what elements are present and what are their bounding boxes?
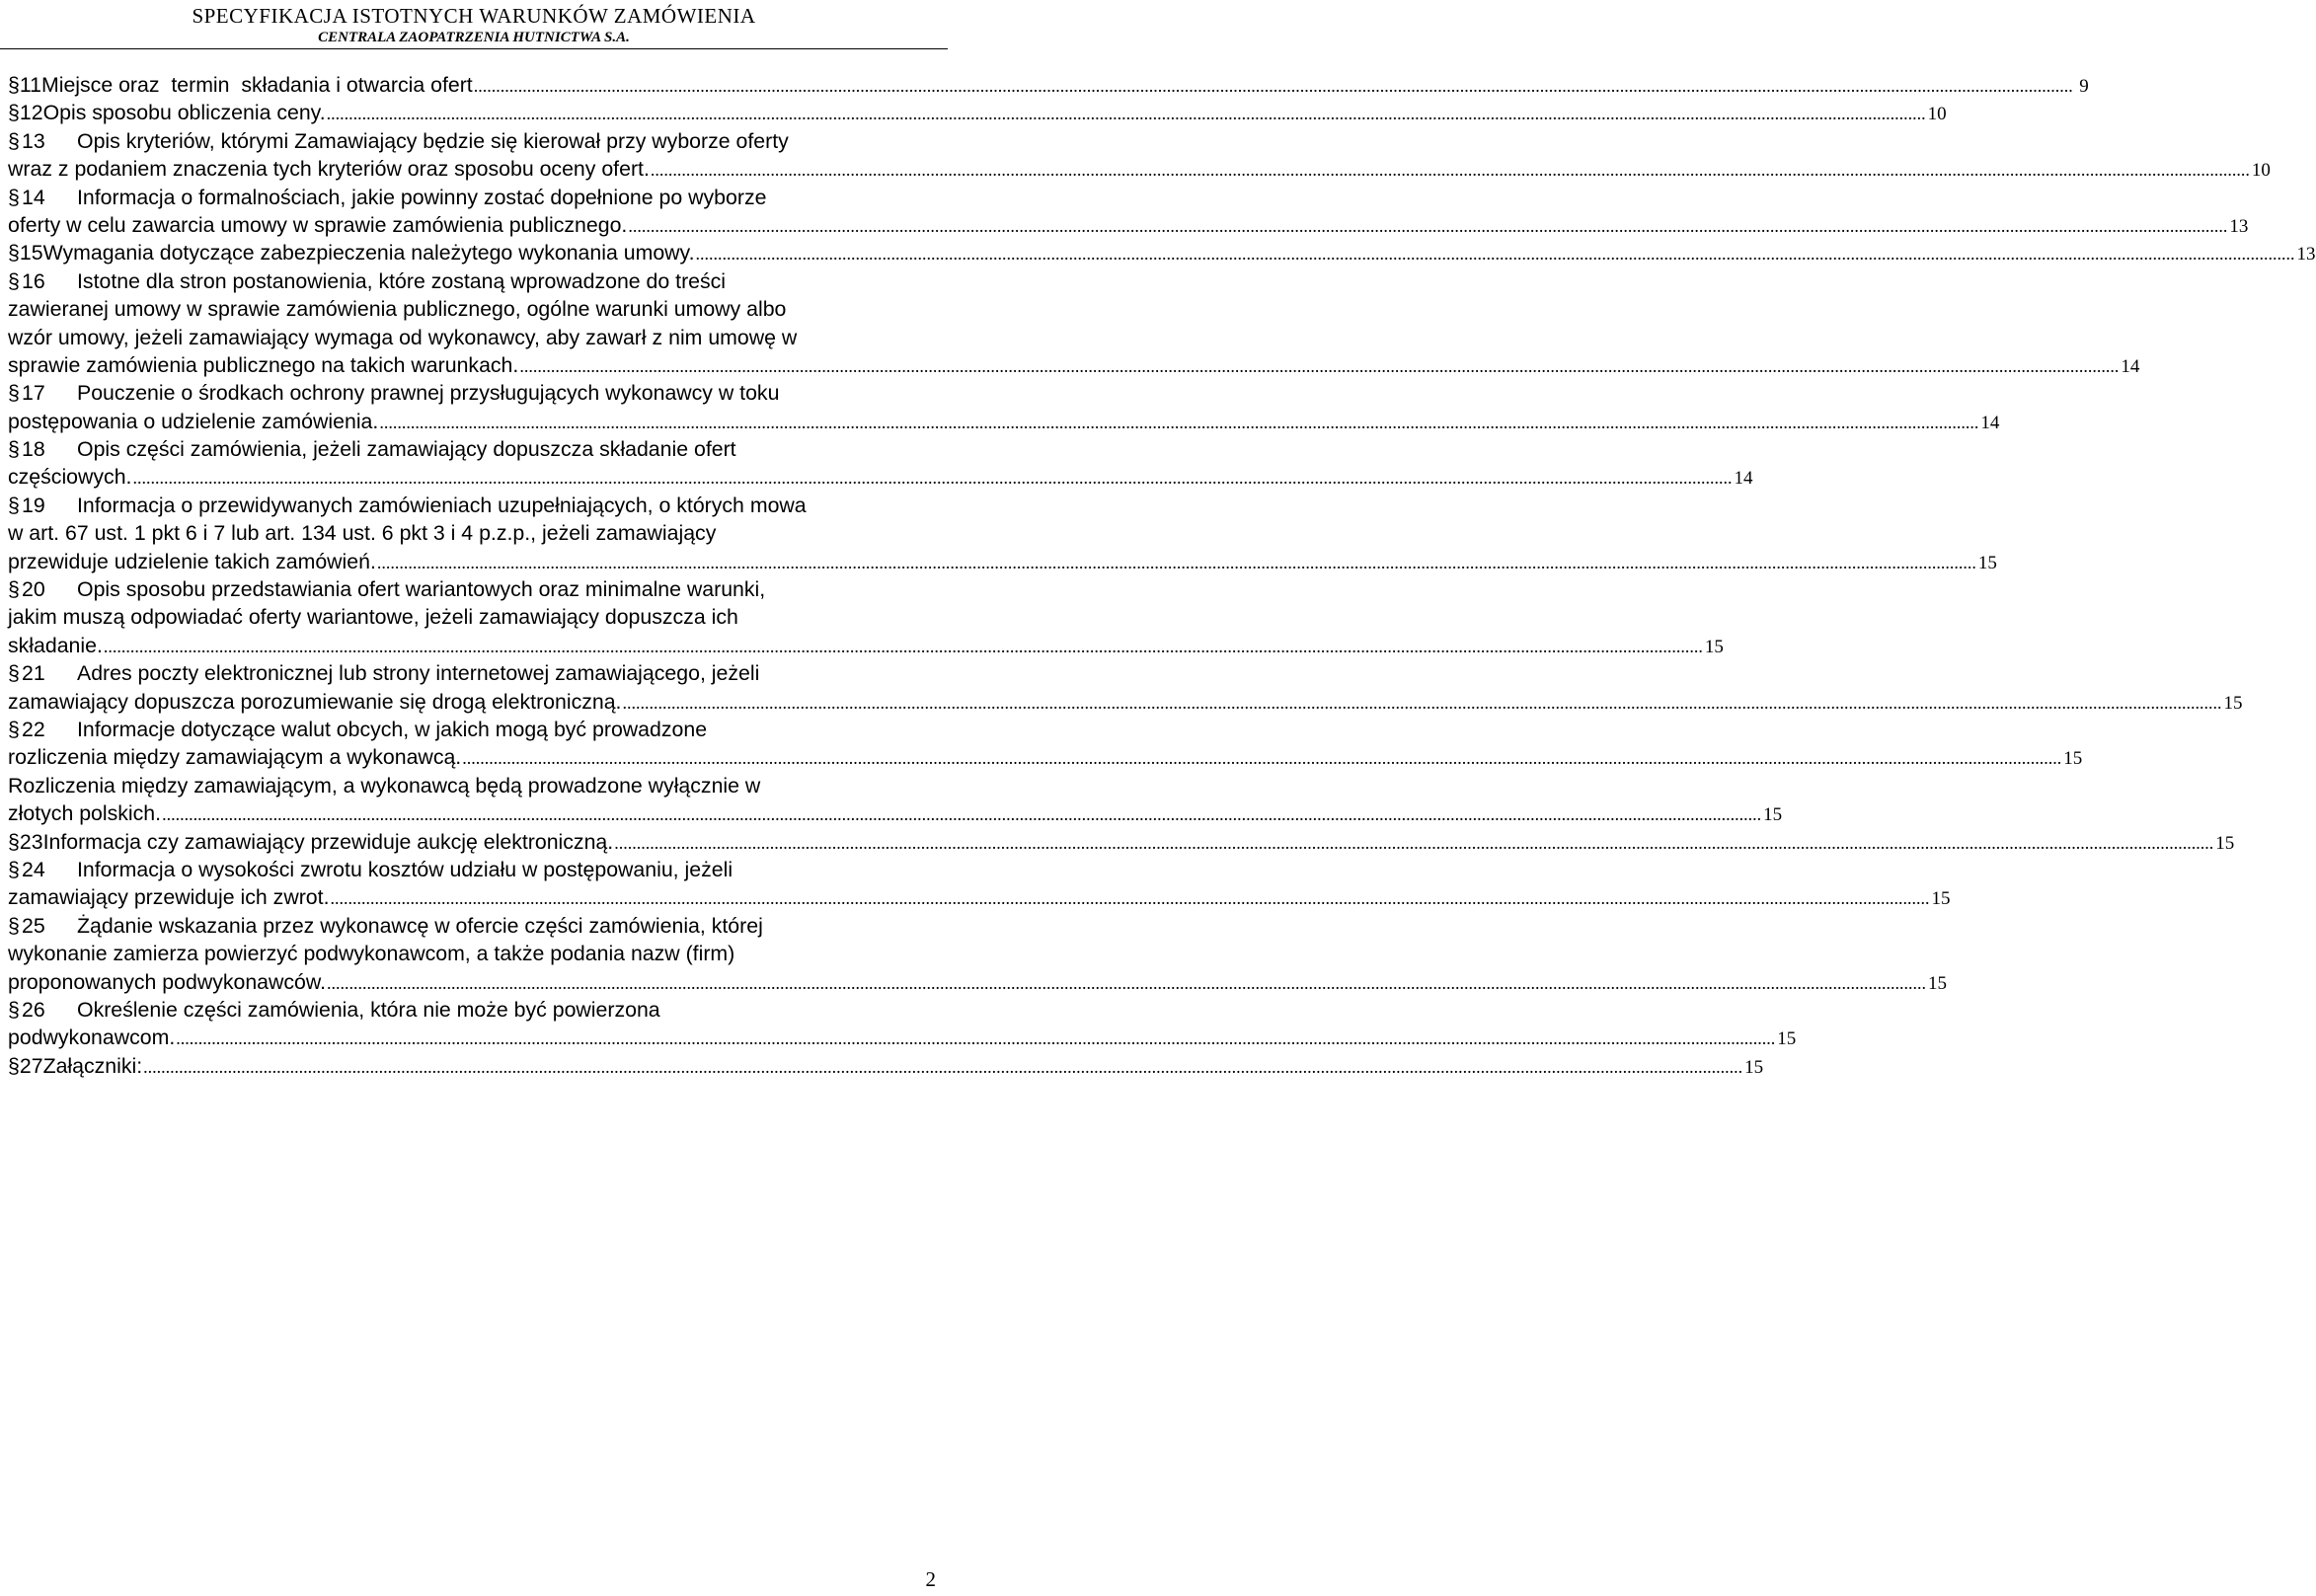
toc-entry-page: 9 (2079, 76, 2089, 97)
toc-entry-number: 13 (22, 128, 45, 153)
toc-entry-text: postępowania o udzielenie zamówienia. (8, 409, 379, 433)
toc-entry-number: 25 (22, 913, 45, 938)
toc-entry-number: 18 (22, 437, 45, 462)
toc-entry-page: 10 (1927, 104, 1947, 125)
toc-entry-page: 15 (1704, 636, 1724, 657)
section-symbol: § (8, 913, 20, 938)
toc-entry[interactable] (8, 828, 2235, 856)
toc-entry-text: Rozliczenia między zamawiającym, a wykonawcą będą prowadzone wyłącznie w (8, 773, 761, 798)
toc-entry[interactable] (8, 575, 1724, 659)
toc-entry-line (8, 435, 942, 463)
toc-entry-text: rozliczenia między zamawiającym a wykonawcą. (8, 745, 462, 770)
section-symbol: § (8, 829, 20, 854)
toc-entry-number: 21 (22, 661, 45, 686)
toc-entry-page: 15 (2223, 692, 2243, 714)
section-symbol: § (8, 1053, 20, 1078)
section-symbol: § (8, 185, 20, 209)
toc-entry-number: 12 (19, 101, 43, 125)
toc-entry-text: Informacja o wysokości zwrotu kosztów udziału w postępowaniu, jeżeli (77, 857, 733, 881)
toc-entry-page: 15 (1928, 972, 1948, 994)
dot-leader (327, 100, 1926, 127)
toc-entry-page: 13 (2229, 215, 2249, 237)
toc-entry-number: 27 (19, 1053, 43, 1078)
toc-entry-line (8, 856, 942, 883)
dot-leader (377, 549, 1976, 576)
toc-entry[interactable] (8, 912, 1948, 996)
toc-entry-text: częściowych. (8, 465, 132, 490)
toc-entry[interactable] (8, 1052, 1764, 1080)
section-symbol: § (8, 493, 20, 517)
toc-entry-text: Opis sposobu przedstawiania ofert wariantowych oraz minimalne warunki, (77, 577, 766, 602)
toc-entry-text: Żądanie wskazania przez wykonawcę w ofercie części zamówienia, której (77, 913, 763, 938)
toc-entry[interactable] (8, 127, 2271, 184)
toc-entry-text: złotych polskich. (8, 801, 162, 826)
toc-entry-text: sprawie zamówienia publicznego na takich warunkach. (8, 352, 519, 377)
toc-entry-line (8, 632, 1724, 659)
section-symbol: § (8, 268, 20, 293)
toc-entry-text: wzór umowy, jeżeli zamawiający wymaga od wykonawcy, aby zawarł z nim umowę w (8, 325, 798, 349)
toc-entry-line (8, 743, 2083, 771)
toc-entry-number: 23 (19, 829, 43, 854)
toc-entry-text: Informacja o przewidywanych zamówieniach uzupełniających, o których mowa (77, 493, 807, 517)
toc-entry-line (8, 99, 1947, 126)
dot-leader (474, 72, 2073, 100)
toc-entry-line (8, 127, 942, 155)
page-number: 2 (925, 1567, 936, 1591)
toc-entry-text: proponowanych podwykonawców. (8, 969, 327, 994)
toc-entry-text: w art. 67 ust. 1 pkt 6 i 7 lub art. 134 ust. 6 pkt 3 i 4 p.z.p., jeżeli zamawiający (8, 521, 717, 546)
section-symbol: § (8, 437, 20, 462)
toc-entry-text: Wymagania dotyczące zabezpieczenia należytego wykonania umowy. (42, 241, 695, 266)
toc-entry-text: Opis sposobu obliczenia ceny. (42, 101, 326, 125)
toc-entry-number: 15 (19, 241, 43, 266)
toc-entry-line (8, 1024, 1797, 1051)
toc-entry-page: 15 (1763, 804, 1783, 826)
toc-entry-line (8, 408, 2000, 435)
toc-entry-number: 20 (22, 577, 45, 602)
dot-leader (143, 1053, 1742, 1081)
toc-entry-text: Informacja czy zamawiający przewiduje aukcję elektroniczną. (42, 829, 614, 854)
section-symbol: § (8, 577, 20, 602)
toc-entry-line (8, 155, 2271, 183)
toc-entry-line (8, 324, 942, 351)
section-symbol: § (8, 101, 20, 125)
toc-entry-text: Istotne dla stron postanowienia, które zostaną wprowadzone do treści (77, 268, 727, 293)
toc-entry-number: 26 (22, 997, 45, 1022)
dot-leader (628, 212, 2227, 240)
toc-entry-text: składanie. (8, 633, 103, 657)
dot-leader (622, 689, 2221, 717)
toc-entry[interactable] (8, 659, 2243, 716)
toc-entry[interactable] (8, 71, 2089, 99)
table-of-contents (8, 71, 2316, 1080)
dot-leader (614, 829, 2213, 857)
toc-entry-number: 24 (22, 857, 45, 881)
toc-entry-line (8, 828, 2235, 856)
toc-entry[interactable] (8, 184, 2249, 240)
toc-entry-page: 15 (2063, 748, 2083, 770)
toc-entry-text: Adres poczty elektronicznej lub strony internetowej zamawiającego, jeżeli (77, 661, 760, 686)
toc-entry-text: Informacje dotyczące walut obcych, w jakich mogą być prowadzone (77, 717, 708, 741)
dot-leader (379, 409, 1978, 436)
toc-entry[interactable] (8, 379, 2000, 435)
toc-entry-page: 15 (1744, 1056, 1764, 1078)
toc-entry-page: 13 (2296, 244, 2316, 266)
document-title: SPECYFIKACJA ISTOTNYCH WARUNKÓW ZAMÓWIENIA (192, 4, 756, 28)
toc-entry-page: 14 (2121, 355, 2140, 377)
dot-leader (132, 464, 1732, 492)
toc-entry[interactable] (8, 716, 2083, 772)
section-symbol: § (8, 241, 20, 266)
toc-entry-text: oferty w celu zawarcia umowy w sprawie zamówienia publicznego. (8, 212, 628, 237)
toc-entry-text: Pouczenie o środkach ochrony prawnej przysługujących wykonawcy w toku (77, 381, 780, 406)
toc-entry-text: przewiduje udzielenie takich zamówień. (8, 549, 376, 573)
toc-entry[interactable] (8, 856, 1951, 912)
dot-leader (162, 800, 1761, 828)
dot-leader (519, 352, 2119, 380)
dot-leader (696, 240, 2295, 267)
toc-entry-line (8, 71, 2089, 99)
toc-entry-number: 14 (22, 185, 45, 209)
toc-entry-number: 17 (22, 381, 45, 406)
toc-entry-text: Załączniki: (42, 1053, 143, 1078)
toc-entry-page: 15 (1777, 1028, 1797, 1050)
toc-entry-line (8, 548, 1997, 575)
section-symbol: § (8, 997, 20, 1022)
dot-leader (331, 884, 1930, 912)
toc-entry-text: wraz z podaniem znaczenia tych kryteriów oraz sposobu oceny ofert. (8, 157, 650, 182)
toc-entry-line (8, 659, 942, 687)
toc-entry-line (8, 575, 942, 603)
section-symbol: § (8, 73, 20, 97)
toc-entry-line (8, 996, 942, 1024)
toc-entry-text: zawieranej umowy w sprawie zamówienia publicznego, ogólne warunki umowy albo (8, 297, 787, 322)
toc-entry-line (8, 799, 1783, 827)
toc-entry-text: zamawiający przewiduje ich zwrot. (8, 885, 330, 910)
toc-entry-number: 19 (22, 493, 45, 517)
toc-entry-page: 15 (1931, 888, 1951, 910)
toc-entry-line (8, 379, 942, 407)
toc-entry-line (8, 912, 942, 940)
toc-entry[interactable] (8, 772, 1783, 828)
toc-entry-text: Informacja o formalnościach, jakie powinny zostać dopełnione po wyborze (77, 185, 767, 209)
toc-entry-number: 11 (19, 73, 41, 97)
toc-entry-page: 15 (2215, 832, 2235, 854)
toc-entry-text: wykonanie zamierza powierzyć podwykonawcom, a także podania nazw (firm) (8, 942, 735, 966)
section-symbol: § (8, 128, 20, 153)
toc-entry[interactable] (8, 435, 1753, 492)
toc-entry-line (8, 940, 942, 967)
toc-entry-text: Miejsce oraz termin składania i otwarcia ofert (40, 73, 473, 97)
toc-entry-line (8, 603, 942, 631)
toc-entry-text: Opis kryteriów, którymi Zamawiający będzie się kierował przy wyborze oferty (77, 128, 789, 153)
toc-entry-line (8, 519, 942, 547)
section-symbol: § (8, 381, 20, 406)
dot-leader (104, 633, 1703, 660)
toc-entry-line (8, 184, 942, 211)
section-symbol: § (8, 661, 20, 686)
dot-leader (176, 1025, 1775, 1052)
toc-entry-page: 10 (2251, 160, 2271, 182)
toc-entry-page: 14 (1734, 468, 1753, 490)
toc-entry-number: 16 (22, 268, 45, 293)
header-divider (0, 48, 948, 49)
section-symbol: § (8, 717, 20, 741)
toc-entry-line (8, 968, 1948, 996)
toc-entry-line (8, 351, 2140, 379)
toc-entry-line (8, 772, 942, 799)
toc-entry-text: jakim muszą odpowiadać oferty wariantowe, jeżeli zamawiający dopuszcza ich (8, 605, 738, 630)
toc-entry-page: 15 (1977, 552, 1997, 573)
toc-entry-number: 22 (22, 717, 45, 741)
toc-entry-text: podwykonawcom. (8, 1026, 176, 1050)
toc-entry[interactable] (8, 492, 1997, 575)
toc-entry-text: Opis części zamówienia, jeżeli zamawiający dopuszcza składanie ofert (77, 437, 736, 462)
toc-entry-text: zamawiający dopuszcza porozumiewanie się drogą elektroniczną. (8, 689, 622, 714)
toc-entry[interactable] (8, 267, 2140, 380)
toc-entry-line (8, 463, 1753, 491)
toc-entry[interactable] (8, 996, 1797, 1052)
toc-entry-text: Określenie części zamówienia, która nie może być powierzona (77, 997, 660, 1022)
toc-entry-line (8, 211, 2249, 239)
toc-entry-line (8, 239, 2316, 266)
toc-entry-line (8, 1052, 1764, 1080)
toc-entry-line (8, 267, 942, 295)
toc-entry[interactable] (8, 99, 1947, 126)
dot-leader (327, 969, 1926, 997)
company-name: CENTRALA ZAOPATRZENIA HUTNICTWA S.A. (318, 30, 630, 45)
toc-entry-line (8, 492, 942, 519)
toc-entry-line (8, 295, 942, 323)
dot-leader (651, 156, 2250, 184)
toc-entry-page: 14 (1980, 412, 2000, 433)
toc-entry[interactable] (8, 239, 2316, 266)
dot-leader (462, 744, 2061, 772)
toc-entry-line (8, 688, 2243, 716)
section-symbol: § (8, 857, 20, 881)
toc-entry-line (8, 883, 1951, 911)
toc-entry-line (8, 716, 942, 743)
